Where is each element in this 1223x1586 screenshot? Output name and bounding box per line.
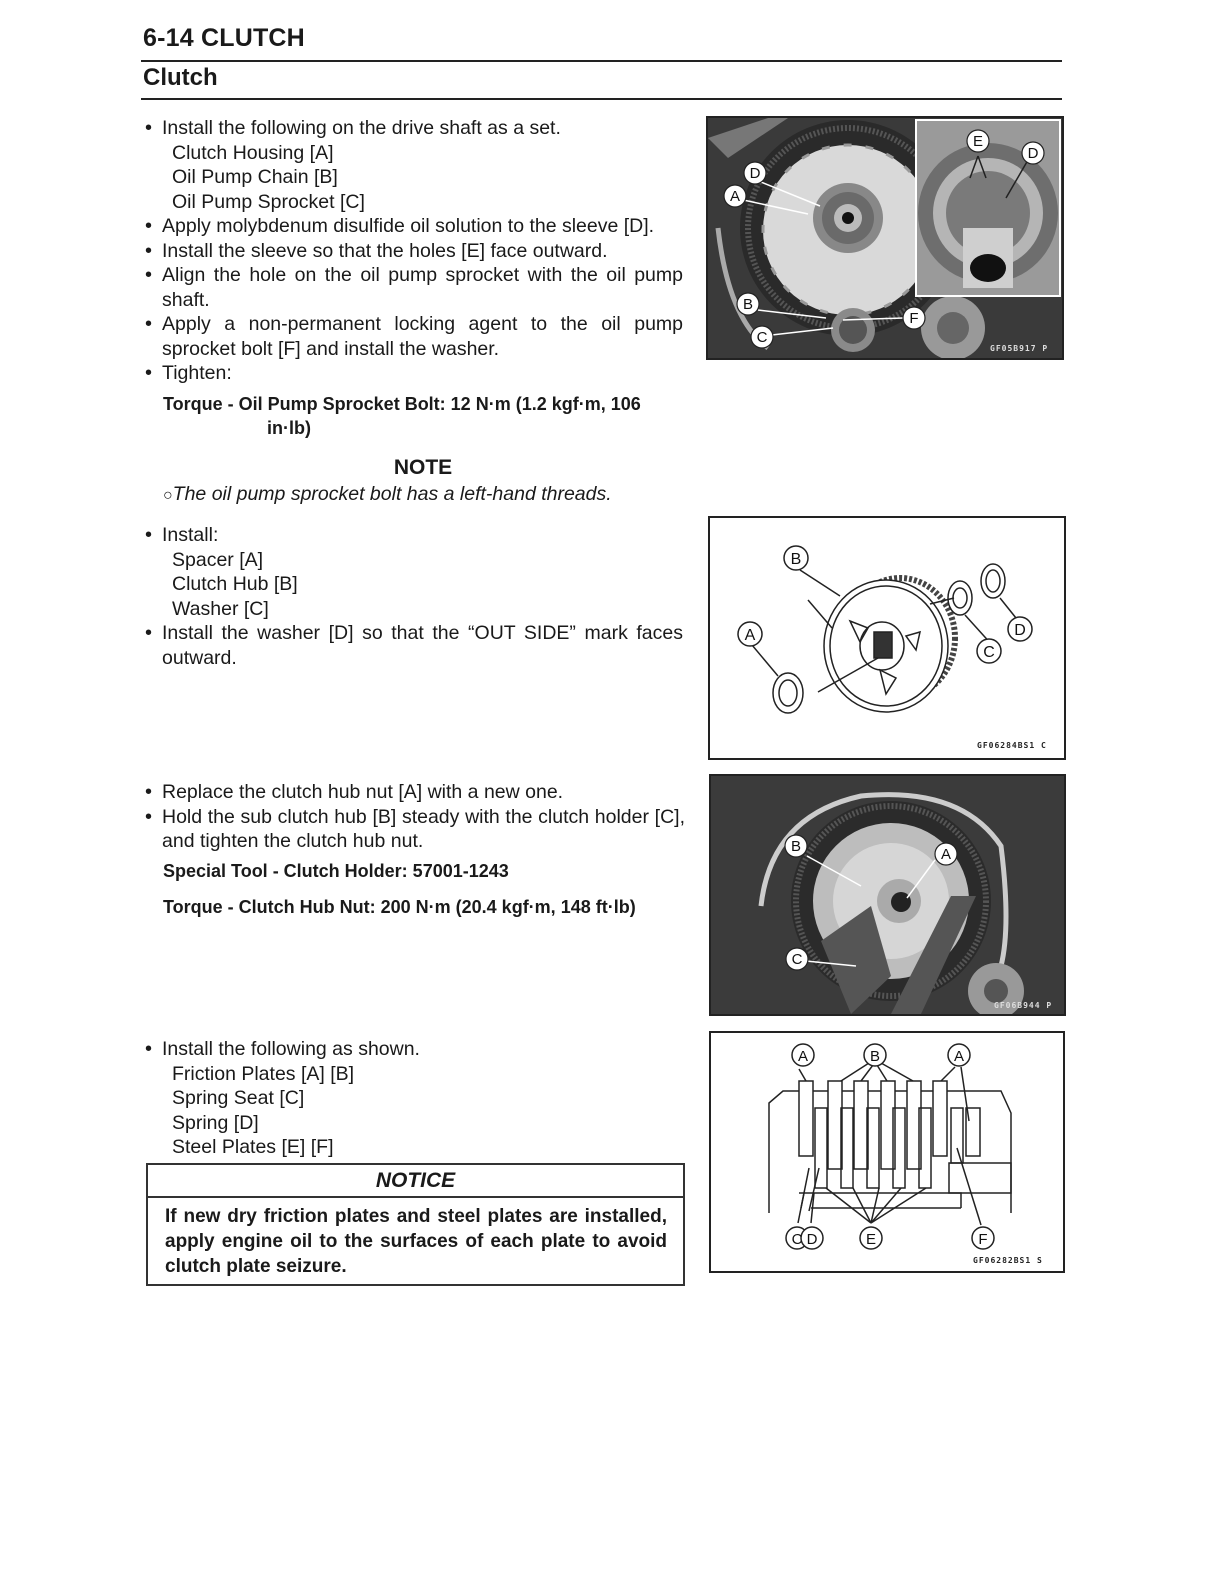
callout-label: C: [756, 329, 768, 346]
figure-code: GF05B917 P: [990, 344, 1049, 353]
notice-heading: NOTICE: [148, 1165, 683, 1198]
section-heading: 6-14 CLUTCH: [143, 24, 305, 52]
note-text-body: The oil pump sprocket bolt has a left-hand threads.: [172, 483, 612, 505]
callout-label: D: [749, 165, 761, 182]
note-marker: ○: [163, 487, 173, 504]
part-item: Spacer [A]: [172, 548, 264, 571]
subtitle-rule: [141, 98, 1062, 100]
bullet-item: • Replace the clutch hub nut [A] with a new one.: [143, 780, 685, 805]
callout-label: A: [940, 846, 952, 863]
callout-label: A: [953, 1048, 965, 1065]
torque-spec-hub-nut: Torque - Clutch Hub Nut: 200 N·m (20.4 kgf·m, 148 ft·lb): [163, 897, 636, 917]
callout-label: B: [742, 296, 754, 313]
note-text: [163, 483, 612, 506]
part-item: Spring Seat [C]: [172, 1087, 305, 1109]
part-item: Oil Pump Chain [B]: [172, 166, 338, 188]
bullet-item: • Apply a non-permanent locking agent to the oil pump sprocket bolt [F] and install the washer.: [143, 312, 683, 361]
callout-label: C: [791, 951, 803, 968]
step2-block: [143, 523, 683, 670]
callout-label: A: [729, 188, 741, 205]
torque-spec-oil-pump: [163, 394, 693, 439]
callout-label: C: [983, 644, 995, 661]
torque-line: Torque - Oil Pump Sprocket Bolt: 12 N·m (1.2 kgf·m, 106: [163, 394, 641, 414]
figure-clutch-hub-diagram: [708, 516, 1066, 760]
heading-rule: [141, 60, 1062, 62]
callout-label: F: [978, 1231, 988, 1248]
special-tool-spec: Special Tool - Clutch Holder: 57001-1243: [163, 861, 509, 881]
clutch-hub-illustration: [710, 518, 1064, 758]
callout-label: D: [1027, 145, 1039, 162]
clutch-holder-illustration: [711, 776, 1064, 1014]
step3-block: [143, 780, 685, 854]
notice-box: [146, 1163, 685, 1286]
bullet-item: • Install the sleeve so that the holes [E] face outward.: [143, 239, 683, 264]
callout-label: B: [869, 1048, 881, 1065]
figure-code: GF06284BS1 C: [977, 741, 1047, 750]
figure-code: GF06B944 P: [994, 1001, 1053, 1010]
part-item: Oil Pump Sprocket [C]: [172, 190, 365, 213]
page-subtitle: Clutch: [143, 64, 218, 91]
bullet-item: • Install:: [143, 523, 683, 548]
callout-label: A: [744, 627, 756, 644]
step1-block: [143, 116, 683, 386]
part-item: Washer [C]: [172, 597, 269, 620]
bullet-item: • Tighten:: [143, 361, 683, 386]
callout-label: B: [790, 551, 802, 568]
callout-label: B: [790, 838, 802, 855]
callout-label: F: [909, 310, 919, 327]
callout-label: A: [797, 1048, 809, 1065]
bullet-item: • Install the following as shown.: [143, 1037, 683, 1062]
part-item: Spring [D]: [172, 1111, 259, 1134]
figure-plate-stack-diagram: [709, 1031, 1065, 1273]
step4-block: [143, 1037, 683, 1160]
bullet-item: • Align the hole on the oil pump sprocket with the oil pump shaft.: [143, 263, 683, 312]
bullet-item: • Install the washer [D] so that the “OUT SIDE” mark faces outward.: [143, 621, 683, 670]
part-item: Friction Plates [A] [B]: [172, 1062, 355, 1085]
figure-clutch-housing-photo: [706, 116, 1064, 360]
callout-label: E: [865, 1231, 877, 1248]
bullet-item: • Hold the sub clutch hub [B] steady with the clutch holder [C], and tighten the clutch hub nut.: [143, 805, 685, 854]
notice-text: If new dry friction plates and steel plates are installed, apply engine oil to the surfaces of each plate to avoid clutch plate seizure.: [165, 1206, 667, 1277]
part-item: Clutch Housing [A]: [172, 141, 334, 164]
bullet-item: • Apply molybdenum disulfide oil solution to the sleeve [D].: [143, 214, 683, 239]
figure-code: GF06282BS1 S: [973, 1256, 1043, 1265]
note-heading: NOTE: [393, 456, 453, 479]
plate-stack-illustration: [711, 1033, 1063, 1271]
part-item: Clutch Hub [B]: [172, 573, 298, 595]
callout-label: D: [1014, 622, 1026, 639]
bullet-item: • Install the following on the drive shaft as a set.: [143, 116, 683, 141]
figure-clutch-holder-photo: [709, 774, 1066, 1016]
part-item: Steel Plates [E] [F]: [172, 1136, 334, 1158]
callout-label: C: [791, 1231, 803, 1248]
callout-label: D: [806, 1231, 818, 1248]
callout-label: E: [972, 133, 984, 150]
torque-line: in·lb): [267, 418, 311, 438]
clutch-housing-illustration: [708, 118, 1062, 358]
